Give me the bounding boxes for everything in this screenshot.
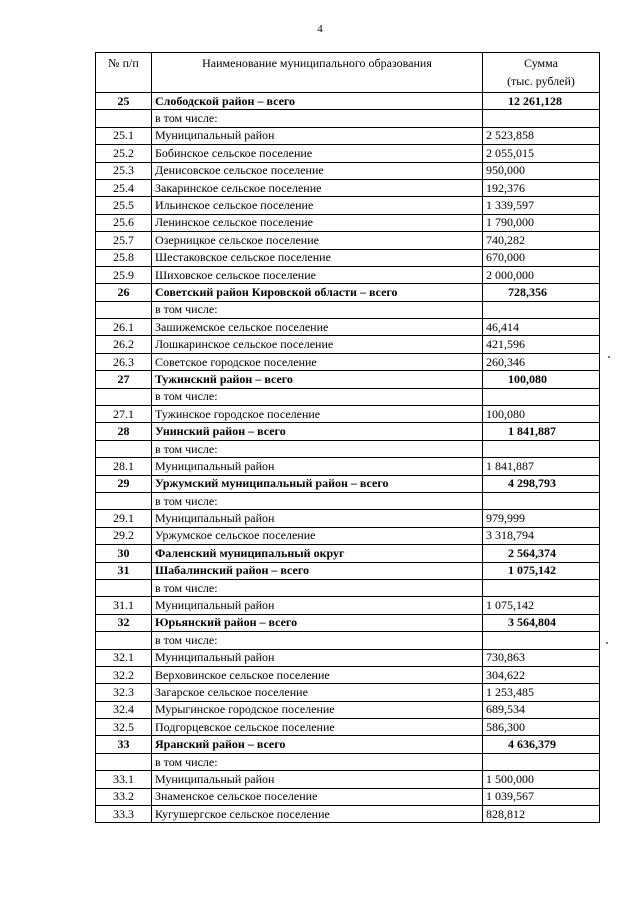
- cell-num: [96, 440, 152, 457]
- cell-num: 31: [96, 562, 152, 579]
- cell-sum: [483, 301, 600, 318]
- cell-num: 33.3: [96, 806, 152, 823]
- table-row: [96, 458, 600, 475]
- cell-sum: 304,622: [483, 666, 600, 683]
- cell-sum: 1 500,000: [483, 771, 600, 788]
- cell-num: 26.3: [96, 353, 152, 370]
- table-row-total: [96, 545, 600, 562]
- cell-name: в том числе:: [152, 301, 483, 318]
- table-row: [96, 145, 600, 162]
- cell-name: в том числе:: [152, 440, 483, 457]
- table-row-total: [96, 423, 600, 440]
- cell-name: в том числе:: [152, 579, 483, 596]
- header-num: № п/п: [96, 53, 152, 93]
- cell-sum: 3 318,794: [483, 527, 600, 544]
- table-row: [96, 597, 600, 614]
- cell-sum: 4 298,793: [483, 475, 600, 492]
- cell-num: [96, 388, 152, 405]
- cell-num: 25.7: [96, 232, 152, 249]
- cell-sum: 260,346: [483, 353, 600, 370]
- cell-num: [96, 632, 152, 649]
- table-row: [96, 632, 600, 649]
- table-row: [96, 266, 600, 283]
- cell-num: [96, 110, 152, 127]
- cell-num: 32.5: [96, 719, 152, 736]
- cell-num: 33: [96, 736, 152, 753]
- cell-name: Муниципальный район: [152, 649, 483, 666]
- cell-name: Закаринское сельское поселение: [152, 179, 483, 196]
- table-row: [96, 527, 600, 544]
- table-row: [96, 510, 600, 527]
- table-row-total: [96, 562, 600, 579]
- cell-sum: 1 841,887: [483, 458, 600, 475]
- cell-sum: 100,080: [483, 371, 600, 388]
- cell-name: Муниципальный район: [152, 510, 483, 527]
- cell-name: в том числе:: [152, 110, 483, 127]
- cell-num: 26: [96, 284, 152, 301]
- table-row-total: [96, 475, 600, 492]
- scan-speck: [608, 356, 610, 358]
- table-row-total: [96, 614, 600, 631]
- table-row: [96, 719, 600, 736]
- cell-num: [96, 492, 152, 509]
- cell-sum: 192,376: [483, 179, 600, 196]
- cell-name: Муниципальный район: [152, 771, 483, 788]
- cell-sum: 1 841,887: [483, 423, 600, 440]
- cell-name: Унинский район – всего: [152, 423, 483, 440]
- cell-num: 32.2: [96, 666, 152, 683]
- cell-name: Шабалинский район – всего: [152, 562, 483, 579]
- header-sum: Сумма (тыс. рублей): [483, 53, 600, 93]
- cell-name: в том числе:: [152, 388, 483, 405]
- cell-num: 32.4: [96, 701, 152, 718]
- table-row-total: [96, 93, 600, 110]
- cell-sum: 12 261,128: [483, 93, 600, 110]
- cell-sum: 46,414: [483, 319, 600, 336]
- cell-name: Тужинский район – всего: [152, 371, 483, 388]
- table-row: [96, 179, 600, 196]
- table-row-total: [96, 736, 600, 753]
- cell-num: 25.6: [96, 214, 152, 231]
- table-row: [96, 388, 600, 405]
- cell-sum: 689,534: [483, 701, 600, 718]
- cell-name: Лошкаринское сельское поселение: [152, 336, 483, 353]
- table-row: [96, 353, 600, 370]
- cell-name: Муниципальный район: [152, 458, 483, 475]
- table-row: [96, 301, 600, 318]
- cell-name: Юрьянский район – всего: [152, 614, 483, 631]
- page-number: 4: [317, 23, 323, 35]
- cell-name: Бобинское сельское поселение: [152, 145, 483, 162]
- cell-sum: 1 075,142: [483, 597, 600, 614]
- cell-num: [96, 579, 152, 596]
- cell-num: 25.1: [96, 127, 152, 144]
- cell-name: Уржумский муниципальный район – всего: [152, 475, 483, 492]
- cell-name: Ильинское сельское поселение: [152, 197, 483, 214]
- cell-sum: 2 055,015: [483, 145, 600, 162]
- table-row: [96, 753, 600, 770]
- cell-name: Шиховское сельское поселение: [152, 266, 483, 283]
- cell-sum: [483, 492, 600, 509]
- cell-num: 25.9: [96, 266, 152, 283]
- cell-sum: [483, 110, 600, 127]
- cell-name: Знаменское сельское поселение: [152, 788, 483, 805]
- cell-num: 25.5: [96, 197, 152, 214]
- cell-sum: 2 000,000: [483, 266, 600, 283]
- cell-name: в том числе:: [152, 632, 483, 649]
- cell-num: 33.1: [96, 771, 152, 788]
- cell-name: Верховинское сельское поселение: [152, 666, 483, 683]
- cell-sum: [483, 632, 600, 649]
- table-row: [96, 649, 600, 666]
- cell-sum: 4 636,379: [483, 736, 600, 753]
- cell-sum: [483, 579, 600, 596]
- table-row: [96, 684, 600, 701]
- cell-name: Зашижемское сельское поселение: [152, 319, 483, 336]
- cell-sum: 730,863: [483, 649, 600, 666]
- cell-num: 25.2: [96, 145, 152, 162]
- cell-name: Денисовское сельское поселение: [152, 162, 483, 179]
- cell-num: 28.1: [96, 458, 152, 475]
- cell-name: Советский район Кировской области – всего: [152, 284, 483, 301]
- cell-sum: 3 564,804: [483, 614, 600, 631]
- table-row: [96, 579, 600, 596]
- table-row: [96, 406, 600, 423]
- cell-num: 32: [96, 614, 152, 631]
- cell-num: 30: [96, 545, 152, 562]
- cell-name: Муниципальный район: [152, 597, 483, 614]
- cell-name: Шестаковское сельское поселение: [152, 249, 483, 266]
- cell-sum: 728,356: [483, 284, 600, 301]
- table-row: [96, 806, 600, 823]
- cell-name: Слободской район – всего: [152, 93, 483, 110]
- cell-sum: 586,300: [483, 719, 600, 736]
- table-row: [96, 232, 600, 249]
- cell-sum: 740,282: [483, 232, 600, 249]
- table-row: [96, 771, 600, 788]
- cell-num: 27.1: [96, 406, 152, 423]
- cell-num: 25: [96, 93, 152, 110]
- table-body: [96, 93, 600, 823]
- table-row: [96, 440, 600, 457]
- cell-name: Фаленский муниципальный округ: [152, 545, 483, 562]
- cell-sum: 828,812: [483, 806, 600, 823]
- table-row: [96, 319, 600, 336]
- table-row-total: [96, 371, 600, 388]
- table-header-row: [96, 53, 600, 93]
- cell-num: 27: [96, 371, 152, 388]
- cell-name: Тужинское городское поселение: [152, 406, 483, 423]
- header-name: Наименование муниципального образования: [152, 53, 483, 93]
- cell-num: 26.2: [96, 336, 152, 353]
- cell-num: [96, 301, 152, 318]
- cell-name: в том числе:: [152, 492, 483, 509]
- cell-name: Озерницкое сельское поселение: [152, 232, 483, 249]
- budget-table: [95, 52, 600, 823]
- table-row: [96, 336, 600, 353]
- cell-name: Подгорцевское сельское поселение: [152, 719, 483, 736]
- cell-sum: [483, 440, 600, 457]
- cell-num: 25.4: [96, 179, 152, 196]
- cell-name: Советское городское поселение: [152, 353, 483, 370]
- table-row: [96, 249, 600, 266]
- cell-num: 29.1: [96, 510, 152, 527]
- cell-sum: [483, 753, 600, 770]
- cell-sum: 1 039,567: [483, 788, 600, 805]
- cell-sum: 2 523,858: [483, 127, 600, 144]
- table-row: [96, 127, 600, 144]
- cell-num: 32.1: [96, 649, 152, 666]
- cell-sum: 1 339,597: [483, 197, 600, 214]
- cell-name: Муниципальный район: [152, 127, 483, 144]
- cell-sum: 1 075,142: [483, 562, 600, 579]
- table-row: [96, 701, 600, 718]
- cell-num: 25.8: [96, 249, 152, 266]
- cell-num: 32.3: [96, 684, 152, 701]
- table-row: [96, 162, 600, 179]
- cell-name: в том числе:: [152, 753, 483, 770]
- cell-sum: 670,000: [483, 249, 600, 266]
- cell-sum: 1 790,000: [483, 214, 600, 231]
- cell-sum: 979,999: [483, 510, 600, 527]
- cell-num: 29.2: [96, 527, 152, 544]
- table-row: [96, 788, 600, 805]
- cell-num: [96, 753, 152, 770]
- table-row: [96, 110, 600, 127]
- cell-name: Кугушергское сельское поселение: [152, 806, 483, 823]
- cell-name: Уржумское сельское поселение: [152, 527, 483, 544]
- table-row-total: [96, 284, 600, 301]
- cell-sum: [483, 388, 600, 405]
- cell-num: 26.1: [96, 319, 152, 336]
- cell-num: 33.2: [96, 788, 152, 805]
- cell-sum: 100,080: [483, 406, 600, 423]
- cell-name: Мурыгинское городское поселение: [152, 701, 483, 718]
- cell-num: 29: [96, 475, 152, 492]
- cell-num: 31.1: [96, 597, 152, 614]
- cell-name: Загарское сельское поселение: [152, 684, 483, 701]
- cell-name: Яранский район – всего: [152, 736, 483, 753]
- table-row: [96, 666, 600, 683]
- cell-name: Ленинское сельское поселение: [152, 214, 483, 231]
- cell-sum: 421,596: [483, 336, 600, 353]
- cell-num: 25.3: [96, 162, 152, 179]
- cell-sum: 1 253,485: [483, 684, 600, 701]
- table-row: [96, 492, 600, 509]
- table-row: [96, 214, 600, 231]
- cell-num: 28: [96, 423, 152, 440]
- table-row: [96, 197, 600, 214]
- scan-speck: [606, 642, 608, 644]
- cell-sum: 2 564,374: [483, 545, 600, 562]
- cell-sum: 950,000: [483, 162, 600, 179]
